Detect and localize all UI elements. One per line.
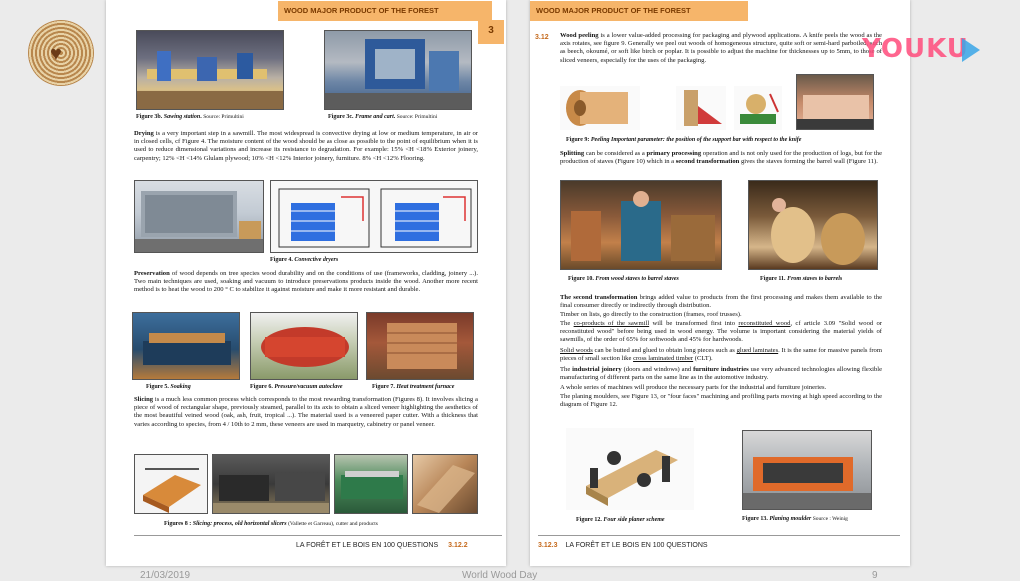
figure-7-caption: Figure 7. Heat treatment furnace	[372, 384, 455, 390]
left-footer: LA FORÊT ET LE BOIS EN 100 QUESTIONS 3.12.2	[296, 542, 468, 549]
figure-3b-caption: Figure 3b. Sawing station. Source: Primultini	[136, 114, 244, 120]
figure-3c-caption: Figure 3c. Frame and cart. Source: Primultini	[328, 114, 438, 120]
left-page-header: WOOD MAJOR PRODUCT OF THE FOREST	[278, 1, 492, 21]
timber-paragraph: Timber on lists, go directly to the construction (frames, roof trusses).	[560, 311, 742, 318]
machines-paragraph: A whole series of machines will produce the necessary parts for the industrial and furniture joineries.	[560, 384, 827, 391]
preservation-paragraph: Preservation of wood depends on tree species wood durability and on the conditions of use (frameworks, cladding, joinery ...). Two main techniques are used, soaking and vacuum to introduce preservations products inside the wood. Another more recent method is to heat the wood to 200 ° C to stabilize it against moisture and make it more resistant and durable.	[134, 270, 478, 294]
soaking-image	[132, 312, 240, 380]
figure-4-caption: Figure 4. Convective dryers	[270, 257, 339, 263]
figure-6-caption: Figure 6. Pressure/vacuum autoclave	[250, 384, 343, 390]
slide-title: World Wood Day	[462, 570, 538, 581]
sawing-station-image	[136, 30, 284, 110]
coproducts-paragraph: The co-products of the sawmill will be transformed first into reconstituted wood, cf article 3.09 "Solid wood or reconstituted wood" before being used in wood energy. The volume is important considering the material yields of sawmills, of the order of 65% for softwoods and 45% for hardwoods.	[560, 320, 882, 344]
peeling-paragraph: Wood peeling is a lower value-added processing for packaging and plywood applications. A knife peels the wood as the axis rotates, see figure 9. Generally we peel out woods of homogeneous structure, quite soft or semi-hard parboiled, such as beech, okoumé, or soft like birch or poplar. It is possible to adjust the machine for thicknesses up to 5mm, to those of sliced veneers, especially for the uses of the packaging.	[560, 32, 882, 64]
slide-page-number: 9	[872, 570, 878, 581]
figure-12-caption: Figure 12. Four side planer scheme	[576, 517, 665, 523]
heat-treatment-furnace-image	[366, 312, 474, 380]
veneer-products-image	[412, 454, 478, 514]
world-wood-day-logo	[28, 20, 94, 86]
peeling-log-diagram	[560, 86, 640, 130]
heart-icon: ♥	[50, 43, 62, 65]
left-page	[106, 0, 506, 566]
industrial-joinery-paragraph: The industrial joinery (doors and windows) and furniture industries use very advanced technologies allowing flexible manufacturing of different parts on the same line as in the automotive industry.	[560, 366, 883, 382]
right-section-number: 3.12	[535, 34, 549, 41]
left-section-number: 3	[478, 20, 504, 44]
right-page-header: WOOD MAJOR PRODUCT OF THE FOREST	[530, 1, 748, 21]
right-footer-rule	[538, 535, 900, 536]
peeling-knife-diagram	[676, 86, 726, 130]
drying-paragraph: Drying is a very important step in a sawmill. The most widespread is convective drying at low or medium temperature, in air or in closed cells, cf Figure 4. The moisture content of the wood should be as close as possible to the point of equilibrium when it is used to reduce dimensional variations and increase its resistance to degradation. For example: 15% <H <18% Exterior joinery, carpentry; 12% <H <14% Glulam plywood; 10% <H <12% Interior joinery, furniture. 8% <H <12% Flooring.	[134, 130, 478, 162]
dryer-building-image	[134, 180, 264, 253]
splitting-paragraph: Splitting can be considered as a primary processing operation and is not only used for the production of logs, but for the production of staves (Figure 10) which in a second transformation gives the staves forming the barrel wall (Figure 11).	[560, 150, 883, 166]
cutter-image	[334, 454, 408, 514]
figure-10-caption: Figure 10. From wood staves to barrel staves	[568, 276, 679, 282]
figure-11-caption: Figure 11. From staves to barrels	[760, 276, 843, 282]
wood-staves-image	[560, 180, 722, 270]
right-page	[530, 0, 910, 566]
right-footer: 3.12.3 LA FORÊT ET LE BOIS EN 100 QUESTIONS	[538, 542, 708, 549]
figure-8-caption: Figures 8 : Slicing: process, old horizontal slicers (Vallette et Garreau), cutter and products	[164, 521, 378, 527]
figure-13-caption: Figure 13. Planing moulder Source : Weinig	[742, 516, 848, 522]
planing-moulder-image	[742, 430, 872, 510]
left-footer-rule	[134, 535, 502, 536]
planing-paragraph: The planing moulders, see Figure 13, or "four faces" machining and profiling parts moving at high speed according to the diagram of Figure 12.	[560, 393, 882, 409]
dryer-diagram	[270, 180, 478, 253]
peeling-machine-diagram	[734, 86, 782, 130]
figure-9-caption: Figure 9: Peeling Important parameter: the position of the support bar with respect to the knife	[566, 137, 802, 143]
solid-woods-paragraph: Solid woods can be butted and glued to obtain long pieces such as glued laminates. It is the same for massive panels from pieces of small section like cross laminated timber (CLT).	[560, 347, 882, 363]
play-icon	[962, 38, 980, 62]
frame-and-cart-image	[324, 30, 472, 110]
second-transformation-paragraph: The second transformation brings added value to products from the first processing and makes them available to the final consumer directly or indirectly through distribution.	[560, 294, 882, 310]
youku-watermark: YOUKU	[862, 34, 969, 64]
barrels-image	[748, 180, 878, 270]
slicing-process-diagram	[134, 454, 208, 514]
four-side-planer-diagram	[566, 428, 694, 510]
figure-5-caption: Figure 5. Soaking	[146, 384, 191, 390]
old-horizontal-slicers-image	[212, 454, 330, 514]
peeling-photo	[796, 74, 874, 130]
autoclave-image	[250, 312, 358, 380]
slide-date: 21/03/2019	[140, 570, 191, 581]
slicing-paragraph: Slicing is a much less common process which corresponds to the most rewarding transformation (Figures 8). It involves slicing a piece of wood of rectangular shape, previously steamed, parallel to its axis to obtain a sliced veneer highlighting the aesthetics of the most beautiful veined wood (oak, ash, fruit, tropical ...). The material used is a veneered paper cutter. With a thickness that varies according to species, from 4 / 10th to 2 mm, these veneers are used in marquetry, cabinetry or panel veneer.	[134, 396, 478, 428]
